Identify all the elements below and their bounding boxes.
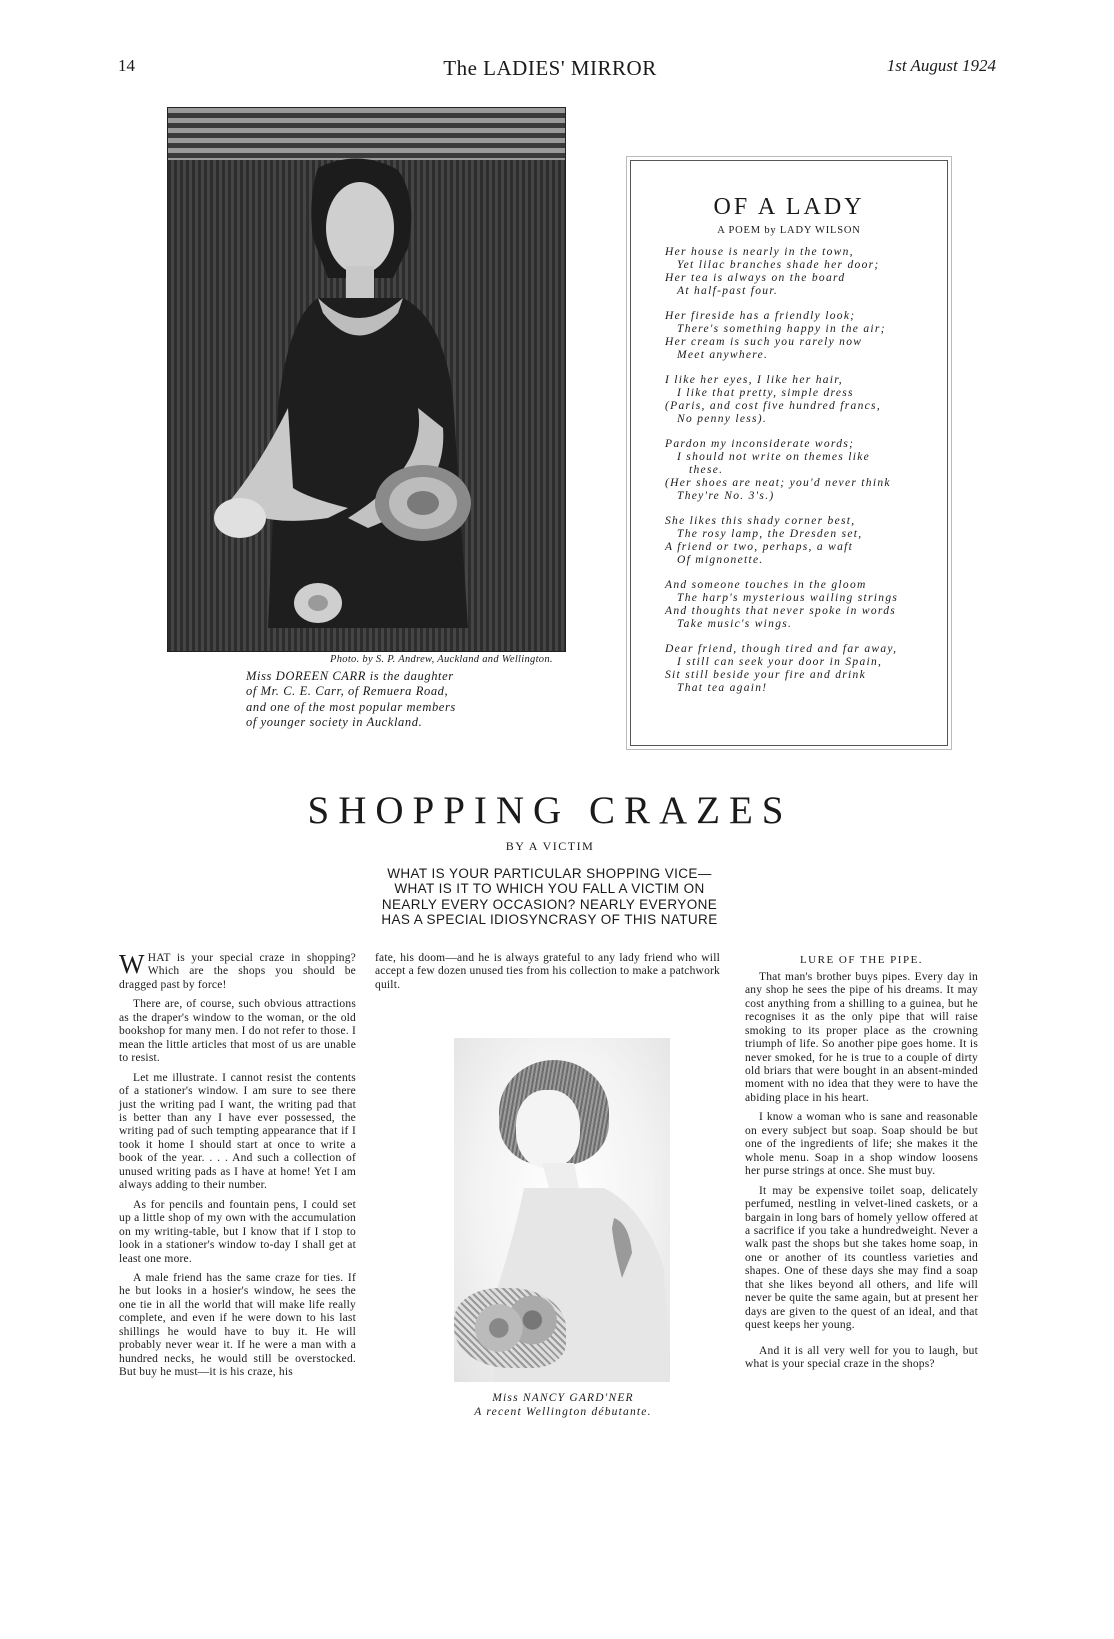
poem-line: There's something happy in the air; <box>677 322 886 335</box>
poem-line: Her fireside has a friendly look; <box>665 309 856 322</box>
poem-line: (Her shoes are neat; you'd never think <box>665 476 891 489</box>
caption-line: Miss DOREEN CARR is the daughter <box>246 669 454 683</box>
poem-line: They're No. 3's.) <box>677 489 775 502</box>
article-column-1 <box>119 949 356 1386</box>
photo-caption-nancy-gardner <box>443 1391 683 1420</box>
caption-line: and one of the most popular members <box>246 699 456 714</box>
poem-stanza <box>665 310 925 362</box>
poem-line: And thoughts that never spoke in words <box>665 604 897 617</box>
poem-line: The harp's mysterious wailing strings <box>677 591 899 604</box>
article-paragraph: As for pencils and fountain pens, I could set up a little shop of my own with the accumulation on my writing-table, but I know that if I stop to look in a stationer's window to-day I shall get at least one more. <box>119 1198 356 1265</box>
article-headline: SHOPPING CRAZES <box>307 789 793 832</box>
article-paragraph: And it is all very well for you to laugh, but what is your special craze in the shops? <box>745 1344 978 1371</box>
poem-line: (Paris, and cost five hundred francs, <box>665 399 882 412</box>
poem-stanza <box>665 515 925 567</box>
caption-line: of younger society in Auckland. <box>246 714 423 729</box>
paragraph-text: HAT is your special craze in shopping? Which are the shops you should be dragged past by force! <box>119 952 356 991</box>
poem-stanza <box>665 643 925 695</box>
poem-line: At half-past four. <box>677 284 779 297</box>
poem-line: The rosy lamp, the Dresden set, <box>677 527 863 540</box>
article-paragraph: Let me illustrate. I cannot resist the contents of a stationer's window. I am sure to see there just the writing pad I want, the writing pad that is better than any I have ever possessed, the writing pad of such tempting appearance that if I took it home I should start at once to write a book of the year. . . . And such a collection of unused writing pads as I have at home! Yet I am always adding to their number. <box>119 1071 356 1192</box>
poem-line: I should not write on themes like <box>677 450 871 463</box>
poem-line: That tea again! <box>677 681 768 694</box>
poem-line: I like that pretty, simple dress <box>677 386 854 399</box>
caption-line: of Mr. C. E. Carr, of Remuera Road, <box>246 684 449 699</box>
portrait-figure <box>168 108 565 651</box>
poem-stanza <box>665 438 925 503</box>
article-paragraph: I know a woman who is sane and reasonable on every subject but soap. Soap should be but one of the ingredients of life; she makes it the whole menu. Soap in a shop window loosens her purse strings at once. She must buy. <box>745 1111 978 1178</box>
poem-line: Yet lilac branches shade her door; <box>677 258 880 271</box>
issue-date: 1st August 1924 <box>886 56 996 75</box>
poem-line: Dear friend, though tired and far away, <box>665 642 898 655</box>
poem-line: No penny less). <box>677 412 768 425</box>
poem-stanzas <box>665 246 925 707</box>
poem-line: Meet anywhere. <box>677 348 769 361</box>
poem-line: I like her eyes, I like her hair, <box>665 373 843 386</box>
poem-stanza <box>665 374 925 426</box>
publication-title: The LADIES' MIRROR <box>443 56 657 80</box>
poem-line: Her tea is always on the board <box>665 271 846 284</box>
article-column-2 <box>375 952 720 998</box>
portrait-photo-nancy-gardner <box>454 1038 670 1382</box>
article-deck: WHAT IS YOUR PARTICULAR SHOPPING VICE—WHAT IS IT TO WHICH YOU FALL A VICTIM ON NEARLY EVERY OCCASION? NEARLY EVERYONE HAS A SPECIAL IDIOSYNCRASY OF THIS NATURE <box>381 866 718 927</box>
poem-line: Her house is nearly in the town, <box>665 246 854 258</box>
poem-line: these. <box>689 463 724 476</box>
photo-credit: Photo. by S. P. Andrew, Auckland and Wellington. <box>330 654 553 665</box>
photo-bouquet <box>454 1288 566 1368</box>
article-paragraph: There are, of course, such obvious attractions as the draper's window to the woman, or the old bookshop for many men. I do not refer to those. I mean the little articles that most of us are unable to resist. <box>119 998 356 1065</box>
drop-cap: W <box>119 949 145 979</box>
poem-line: I still can seek your door in Spain, <box>677 655 883 668</box>
article-paragraph <box>119 949 356 992</box>
poem-line: Sit still beside your fire and drink <box>665 668 866 681</box>
poem-line: Of mignonette. <box>677 553 764 566</box>
section-subhead: LURE OF THE PIPE. <box>799 954 924 966</box>
caption-line: Miss NANCY GARD'NER <box>492 1392 634 1404</box>
article-paragraph: A male friend has the same craze for ties. If he but looks in a hosier's window, he sees the one tie in all the world that will make life really complete, and even if he were down to his last shillings he would have to buy it. He will probably never wear it. If he were a man with a hundred necks, he would still be overstocked. But buy he must—it is his craze, his <box>119 1271 356 1379</box>
article-byline: BY A VICTIM <box>505 839 595 853</box>
poem-line: Take music's wings. <box>677 617 793 630</box>
photo-caption-doreen-carr <box>246 669 486 730</box>
article-paragraph: fate, his doom—and he is always grateful to any lady friend who will accept a few dozen unused ties from his collection to make a patchwork quilt. <box>375 952 720 991</box>
poem-stanza <box>665 579 925 631</box>
poem-subtitle: A POEM by LADY WILSON <box>717 225 861 236</box>
poem-line: She likes this shady corner best, <box>665 514 856 527</box>
poem-line: Her cream is such you rarely now <box>665 335 863 348</box>
caption-line: A recent Wellington débutante. <box>474 1406 652 1419</box>
page-number: 14 <box>118 56 135 75</box>
poem-line: A friend or two, perhaps, a waft <box>665 540 854 553</box>
poem-stanza <box>665 246 925 298</box>
article-paragraph: It may be expensive toilet soap, delicately perfumed, nestling in velvet-lined caskets, or a bargain in long bars of homely yellow offered at a sacrifice if you take a hundredweight. Never a walk past the shops but she takes home soap, in one or another of its countless varieties and shapes. One of these days she may find a soap that she likes beyond all others, and life will never be quite the same again, but at present her days are given to the quest of an ideal, and that quest keeps her young. <box>745 1184 978 1332</box>
article-column-3 <box>745 952 978 1378</box>
poem-line: Pardon my inconsiderate words; <box>665 437 855 450</box>
article-paragraph: That man's brother buys pipes. Every day in any shop he sees the pipe of his dreams. It may cost anything from a shilling to a guinea, but he recognises it as the only pipe that will raise smoking to its proper place as the crowning triumph of life. So another pipe goes home. It is never smoked, for he is true to a couple of dirty old briars that were bought in an absent-minded moment with no idea that they were to have the abiding place in his heart. <box>745 970 978 1104</box>
poem-line: And someone touches in the gloom <box>665 578 867 591</box>
poem-title: OF A LADY <box>713 194 865 220</box>
portrait-photo-doreen-carr <box>167 107 566 652</box>
